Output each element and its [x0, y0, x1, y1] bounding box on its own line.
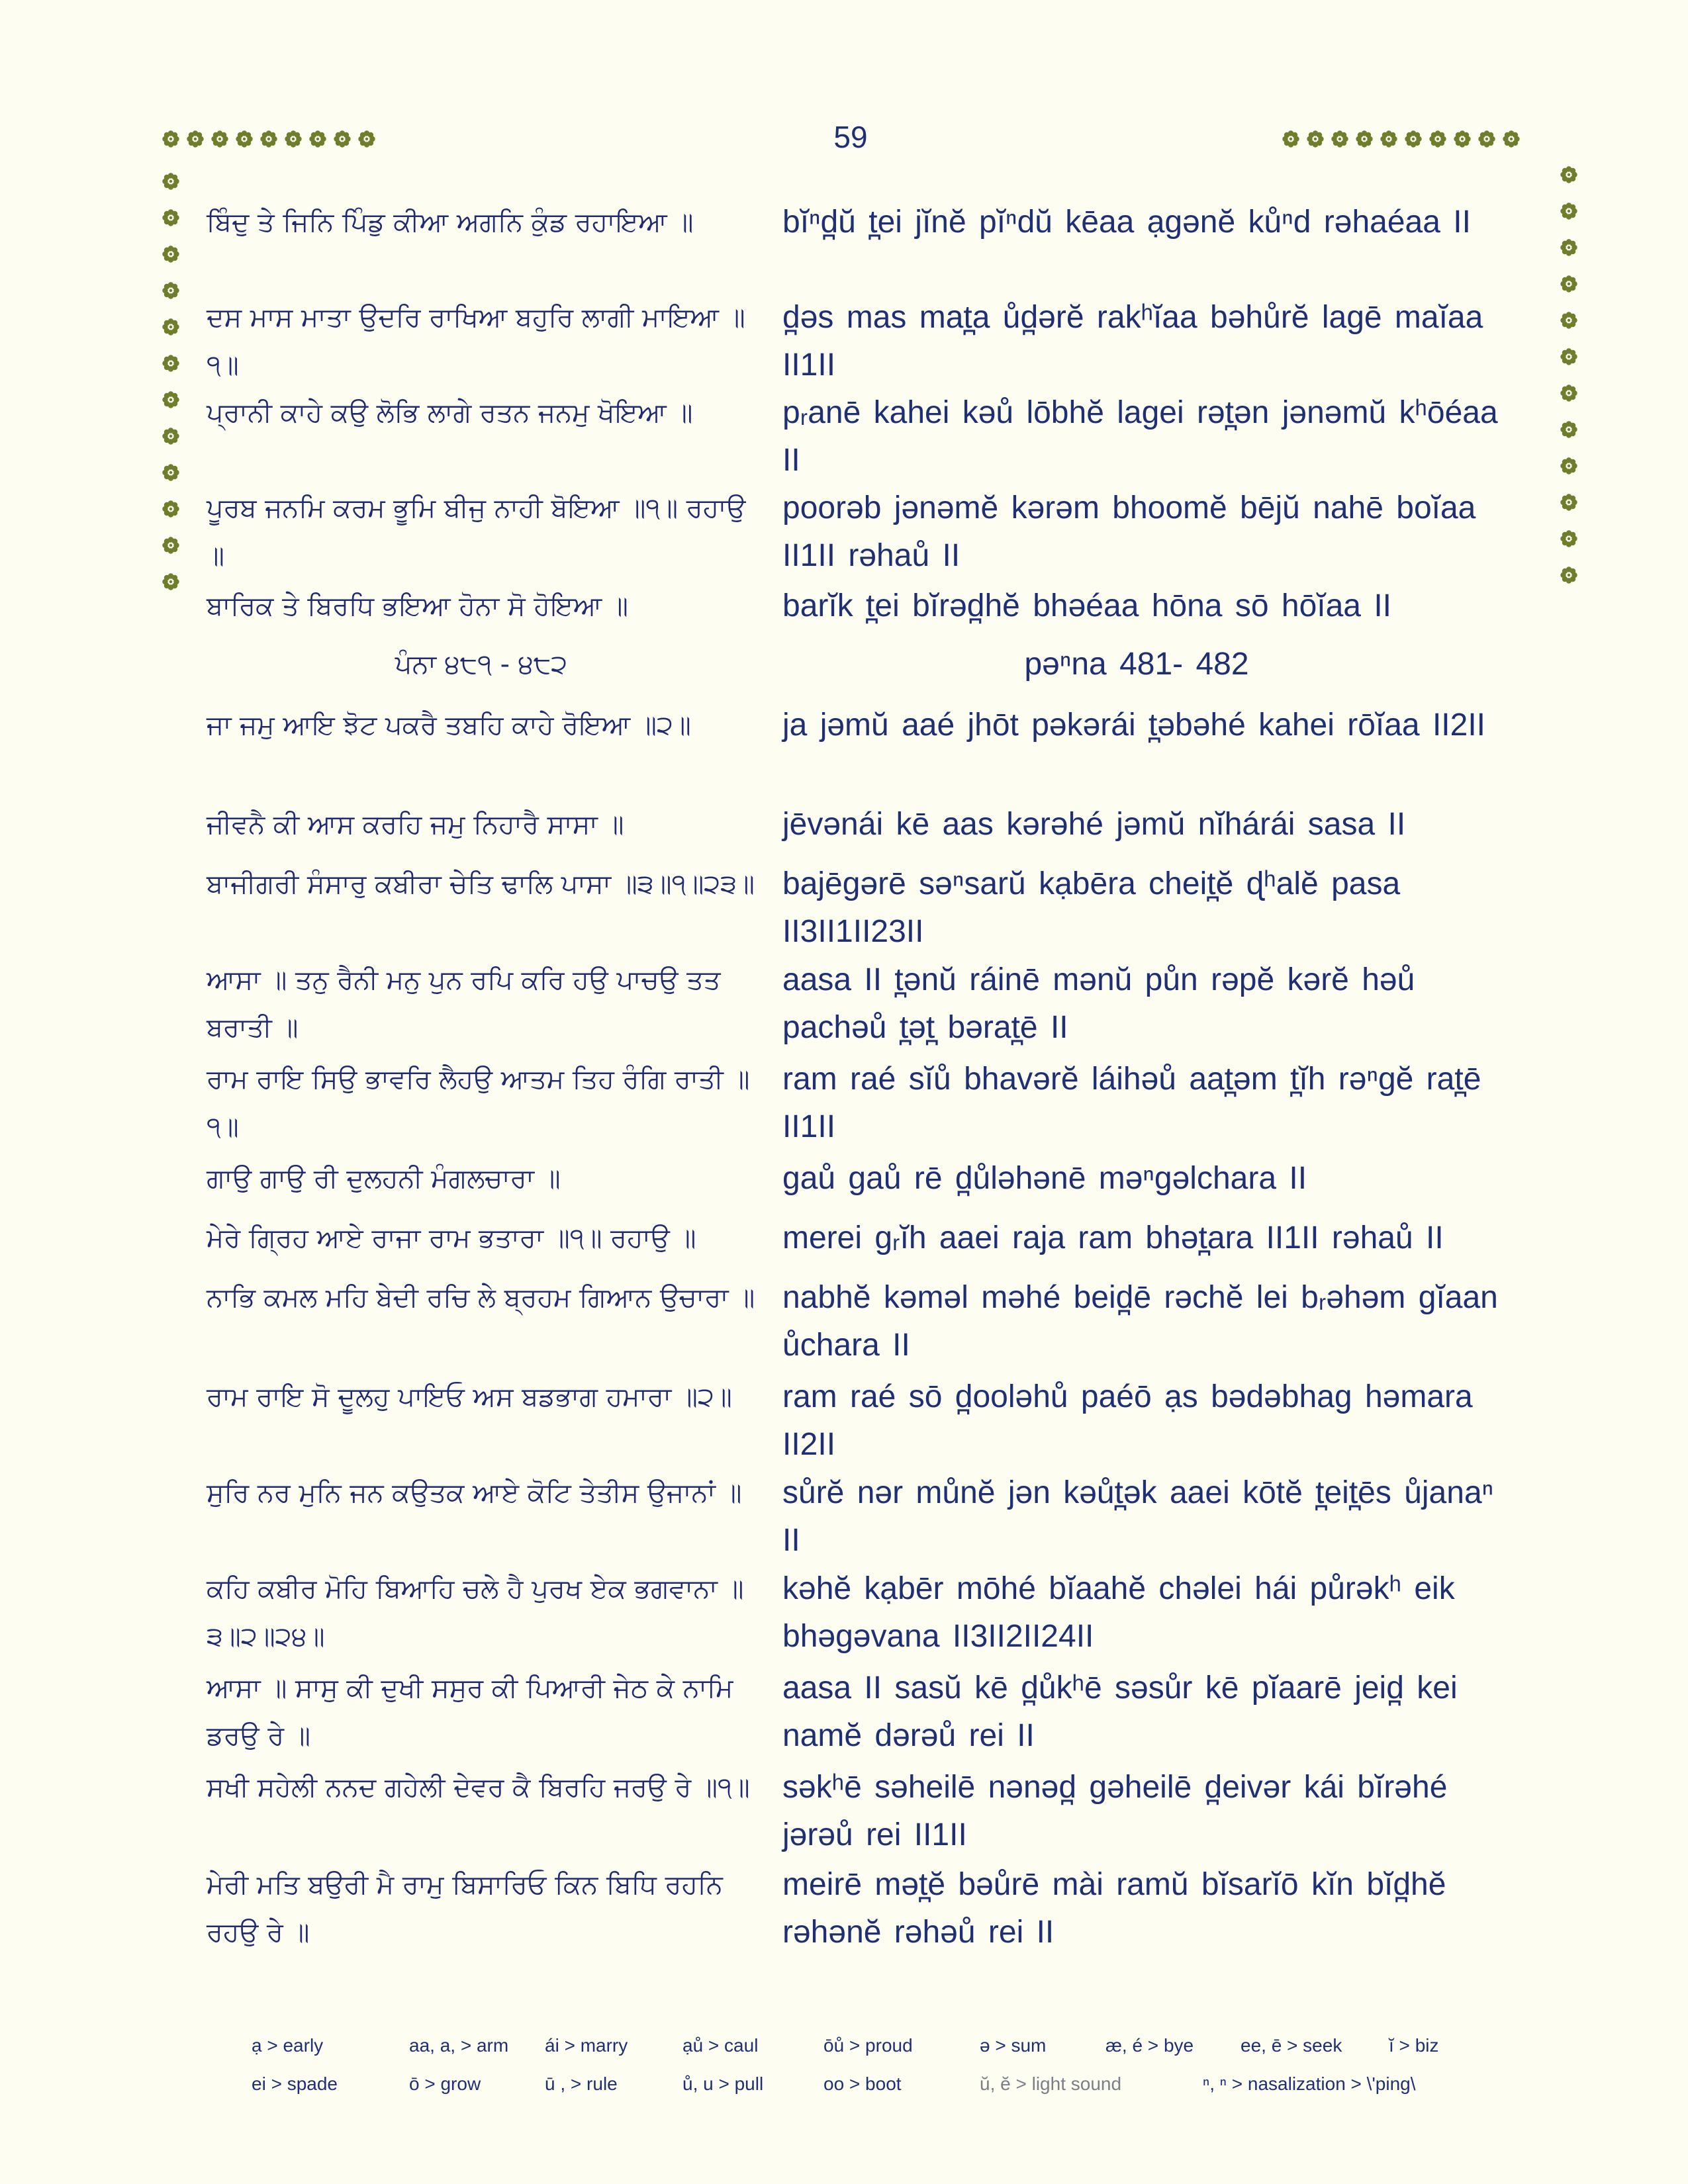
right-ornament-column: [1560, 165, 1578, 584]
legend-item: ạů > caul: [682, 2035, 759, 2056]
flower-ornament-icon: [162, 318, 180, 336]
transliteration-text: bĭⁿd̪ŭ t̪ei jĭnĕ pĭⁿdŭ kēaa ạgənĕ kůⁿd rəhaéaa II: [782, 205, 1471, 240]
gurmukhi-text: ਪ੍ਰਾਨੀ ਕਾਹੇ ਕਉ ਲੋਭਿ ਲਾਗੇ ਰਤਨ ਜਨਮੁ ਖੋਇਆ ॥: [207, 398, 693, 428]
flower-ornament-icon: [1560, 384, 1578, 402]
gurmukhi-text: ਮੇਰੀ ਮਤਿ ਬਉਰੀ ਮੈ ਰਾਮੁ ਬਿਸਾਰਿਓ ਕਿਨ ਬਿਧਿ ਰਹਨਿ ਰਹਉ ਰੇ ॥: [207, 1870, 723, 1948]
page-number: 59: [833, 120, 868, 154]
transliteration-text: aasa II sasŭ kē d̪ůkʰē səsůr kē pĭaarē jeid̪ kei namĕ dərəů rei II: [782, 1670, 1458, 1753]
legend-item: ū , > rule: [545, 2073, 618, 2094]
gurmukhi-text: ਸਖੀ ਸਹੇਲੀ ਨਨਦ ਗਹੇਲੀ ਦੇਵਰ ਕੈ ਬਿਰਹਿ ਜਰਉ ਰੇ ॥੧॥: [207, 1772, 750, 1803]
transliteration-text: poorəb jənəmĕ kərəm bhoomĕ bējŭ nahē boĭaa II1II rəhaů II: [782, 490, 1476, 573]
gurmukhi-page-label: ਪੰਨਾ ੪੮੧ - ੪੮੨: [395, 649, 568, 680]
legend-item: aa, a, > arm: [409, 2035, 509, 2056]
flower-ornament-icon: [162, 536, 180, 555]
flower-ornament-icon: [1560, 165, 1578, 184]
transliteration-text: səkʰē səheilē nənəd̪ gəheilē d̪eivər kái bĭrəhé jərəů rei II1II: [782, 1770, 1448, 1852]
legend-item: ōů > proud: [823, 2035, 913, 2056]
flower-ornament-icon: [162, 281, 180, 300]
transliteration-text: jēvənái kē aas kərəhé jəmŭ nĭhárái sasa II: [782, 807, 1406, 842]
flower-ornament-icon: [1282, 130, 1300, 148]
gurmukhi-text: ਮੇਰੇ ਗ੍ਰਿਹ ਆਏ ਰਾਜਾ ਰਾਮ ਭਤਾਰਾ ॥੧॥ ਰਹਾਉ ॥: [207, 1223, 696, 1253]
flower-ornament-icon: [162, 500, 180, 518]
flower-ornament-icon: [1560, 347, 1578, 366]
transliteration-text: sůrĕ nər můnĕ jən kəůt̪ək aaei kōtĕ t̪eit̪ēs ůjanaⁿ II: [782, 1475, 1494, 1558]
flower-ornament-icon: [1331, 130, 1349, 148]
gurmukhi-text: ਕਹਿ ਕਬੀਰ ਮੋਹਿ ਬਿਆਹਿ ਚਲੇ ਹੈ ਪੁਰਖ ਏਕ ਭਗਵਾਨਾ ॥੩॥੨॥੨੪॥: [207, 1574, 744, 1652]
flower-ornament-icon: [357, 130, 376, 148]
gurmukhi-text: ਜੀਵਨੈ ਕੀ ਆਸ ਕਰਹਿ ਜਮੁ ਨਿਹਾਰੈ ਸਾਸਾ ॥: [207, 809, 624, 840]
flower-ornament-icon: [162, 427, 180, 445]
legend-item: ə > sum: [980, 2035, 1047, 2056]
transliteration-text: gaů gaů rē d̪ůləhənē məⁿgəlchara II: [782, 1161, 1307, 1196]
legend-item: ō > grow: [409, 2073, 481, 2094]
flower-ornament-icon: [162, 463, 180, 482]
flower-ornament-icon: [1306, 130, 1325, 148]
flower-ornament-icon: [1560, 566, 1578, 584]
gurmukhi-text: ਆਸਾ ॥ ਤਨੁ ਰੈਨੀ ਮਨੁ ਪੁਨ ਰਪਿ ਕਰਿ ਹਉ ਪਾਚਉ ਤਤ ਬਰਾਤੀ ॥: [207, 965, 721, 1043]
gurmukhi-text: ਰਾਮ ਰਾਇ ਸੋ ਦੂਲਹੁ ਪਾਇਓ ਅਸ ਬਡਭਾਗ ਹਮਾਰਾ ॥੨॥: [207, 1382, 732, 1412]
transliteration-text: ram raé sō d̪ooləhů paéō ạs bədəbhag həmara II2II: [782, 1379, 1473, 1462]
legend-item: ů, u > pull: [682, 2073, 764, 2094]
flower-ornament-icon: [1477, 130, 1496, 148]
transliteration-text: meirē mət̪ĕ bəůrē mài ramŭ bĭsarĭō kĭn bĭd̪hĕ rəhənĕ rəhəů rei II: [782, 1867, 1446, 1950]
legend-item: ei > spade: [252, 2073, 338, 2094]
flower-ornament-icon: [1560, 238, 1578, 257]
flower-ornament-icon: [162, 245, 180, 263]
flower-ornament-icon: [1404, 130, 1423, 148]
transliteration-text: merei gᵣĭh aaei raja ram bhət̪ara II1II rəhaů II: [782, 1220, 1444, 1255]
transliteration-text: bajēgərē səⁿsarŭ kạbēra cheit̪ĕ ɖʰalĕ pasa II3II1II23II: [782, 866, 1401, 949]
transliteration-text: aasa II t̪ənŭ ráinē mənŭ půn rəpĕ kərĕ həů pachəů t̪ət̪ bərat̪ē II: [782, 962, 1415, 1045]
gurmukhi-text: ਗਾਉ ਗਾਉ ਰੀ ਦੁਲਹਨੀ ਮੰਗਲਚਾਰਾ ॥: [207, 1163, 561, 1194]
flower-ornament-icon: [162, 130, 180, 148]
flower-ornament-icon: [1502, 130, 1521, 148]
gurmukhi-text: ਰਾਮ ਰਾਇ ਸਿਉ ਭਾਵਰਿ ਲੈਹਉ ਆਤਮ ਤਿਹ ਰੰਗਿ ਰਾਤੀ ॥੧॥: [207, 1064, 750, 1142]
legend-item: oo > boot: [823, 2073, 902, 2094]
legend-item: ee, ē > seek: [1241, 2035, 1342, 2056]
flower-ornament-icon: [1453, 130, 1472, 148]
flower-ornament-icon: [1355, 130, 1374, 148]
flower-ornament-icon: [259, 130, 278, 148]
flower-ornament-icon: [1560, 529, 1578, 548]
flower-ornament-icon: [162, 172, 180, 191]
gurmukhi-text: ਬਾਰਿਕ ਤੇ ਬਿਰਧਿ ਭਇਆ ਹੋਨਾ ਸੋ ਹੋਇਆ ॥: [207, 591, 628, 621]
flower-ornament-icon: [211, 130, 229, 148]
flower-ornament-icon: [235, 130, 254, 148]
flower-ornament-icon: [308, 130, 327, 148]
transliteration-text: kəhĕ kạbēr mōhé bĭaahĕ chəlei hái půrəkʰ eik bhəgəvana II3II2II24II: [782, 1571, 1455, 1654]
gurmukhi-text: ਸੁਰਿ ਨਰ ਮੁਨਿ ਜਨ ਕਉਤਕ ਆਏ ਕੋਟਿ ਤੇਤੀਸ ਉਜਾਨਾਂ ॥: [207, 1478, 742, 1508]
left-ornament-column: [162, 172, 180, 591]
flower-ornament-icon: [333, 130, 352, 148]
gurmukhi-text: ਪੂਰਬ ਜਨਮਿ ਕਰਮ ਭੂਮਿ ਬੀਜੁ ਨਾਹੀ ਬੋਇਆ ॥੧॥ ਰਹਾਉ ॥: [207, 493, 746, 571]
flower-ornament-icon: [1560, 457, 1578, 475]
flower-ornament-icon: [162, 208, 180, 227]
transliteration-text: d̪əs mas mat̪a ůd̪ərĕ rakʰĭaa bəhůrĕ lagē maĭaa II1II: [782, 300, 1483, 383]
gurmukhi-text: ਨਾਭਿ ਕਮਲ ਮਹਿ ਬੇਦੀ ਰਚਿ ਲੇ ਬ੍ਰਹਮ ਗਿਆਨ ਉਚਾਰਾ ॥: [207, 1283, 755, 1313]
top-left-ornament-row: [162, 130, 376, 148]
gurmukhi-text: ਦਸ ਮਾਸ ਮਾਤਾ ਉਦਰਿ ਰਾਖਿਆ ਬਹੁਰਿ ਲਾਗੀ ਮਾਇਆ ॥੧॥: [207, 302, 745, 381]
legend-item: æ, é > bye: [1105, 2035, 1194, 2056]
legend-item: ĭ > biz: [1389, 2035, 1439, 2056]
legend-item: ạ > early: [252, 2035, 324, 2056]
flower-ornament-icon: [1560, 202, 1578, 220]
gurmukhi-text: ਬਾਜੀਗਰੀ ਸੰਸਾਰੁ ਕਬੀਰਾ ਚੇਤਿ ਢਾਲਿ ਪਾਸਾ ॥੩॥੧॥੨੩॥: [207, 869, 755, 899]
flower-ornament-icon: [162, 572, 180, 591]
flower-ornament-icon: [1560, 420, 1578, 439]
flower-ornament-icon: [1380, 130, 1398, 148]
transliteration-page-label: pəⁿna 481- 482: [1024, 647, 1249, 682]
flower-ornament-icon: [1429, 130, 1447, 148]
flower-ornament-icon: [1560, 275, 1578, 293]
flower-ornament-icon: [162, 354, 180, 373]
transliteration-text: pᵣanē kahei kəů lōbhĕ lagei rət̪ən jənəmŭ kʰōéaa II: [782, 395, 1498, 478]
legend-item: ái > marry: [545, 2035, 628, 2056]
transliteration-text: ram raé sĭů bhavərĕ láihəů aat̪əm t̪ĭh rəⁿgĕ rat̪ē II1II: [782, 1062, 1481, 1144]
gurmukhi-text: ਆਸਾ ॥ ਸਾਸੁ ਕੀ ਦੁਖੀ ਸਸੁਰ ਕੀ ਪਿਆਰੀ ਜੇਠ ਕੇ ਨਾਮਿ ਡਰਉ ਰੇ ॥: [207, 1673, 733, 1751]
gurmukhi-text: ਜਾ ਜਮੁ ਆਇ ਝੋਟ ਪਕਰੈ ਤਬਹਿ ਕਾਹੇ ਰੋਇਆ ॥੨॥: [207, 710, 691, 741]
transliteration-text: ja jəmŭ aaé jhōt pəkərái t̪əbəhé kahei rōĭaa II2II: [782, 707, 1485, 743]
flower-ornament-icon: [186, 130, 205, 148]
transliteration-text: barĭk t̪ei bĭrəd̪hĕ bhəéaa hōna sō hōĭaa II: [782, 588, 1391, 623]
transliteration-text: nabhĕ kəməl məhé beid̪ē rəchĕ lei bᵣəhəm gĭaan ůchara II: [782, 1280, 1498, 1363]
top-right-ornament-row: [1282, 130, 1521, 148]
legend-item: ŭ, ĕ > light sound: [980, 2073, 1122, 2094]
flower-ornament-icon: [162, 390, 180, 409]
legend-item: ⁿ, ⁿ > nasalization > \'ping\: [1203, 2073, 1416, 2094]
flower-ornament-icon: [284, 130, 303, 148]
gurmukhi-text: ਬਿੰਦੁ ਤੇ ਜਿਨਿ ਪਿੰਡੁ ਕੀਆ ਅਗਨਿ ਕੁੰਡ ਰਹਾਇਆ ॥: [207, 207, 694, 238]
flower-ornament-icon: [1560, 311, 1578, 330]
flower-ornament-icon: [1560, 493, 1578, 512]
